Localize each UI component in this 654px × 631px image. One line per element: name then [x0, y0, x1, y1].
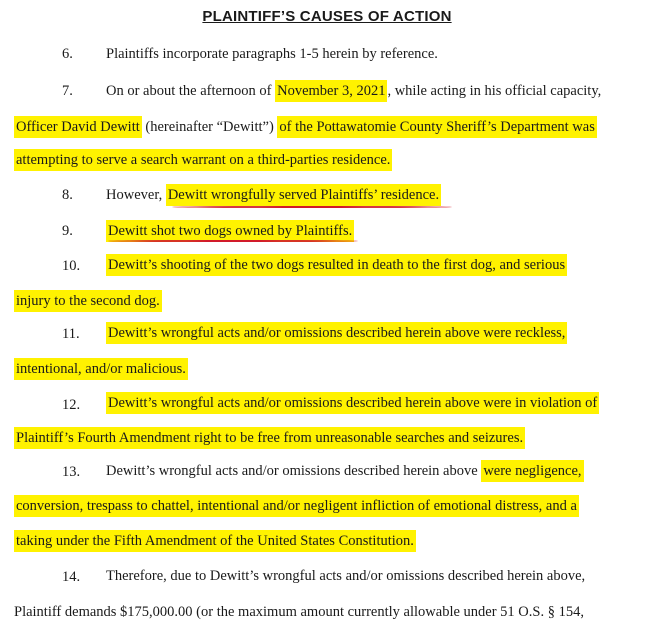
paragraph-7-line-2	[14, 118, 597, 136]
paragraph-number-10: 10.	[62, 258, 81, 274]
paragraph-8-text	[106, 186, 441, 204]
highlighted-warrant-clause: attempting to serve a search warrant on a third-parties residence.	[14, 149, 392, 171]
highlighted-department: of the Pottawatomie County Sheriff’s Department was	[277, 116, 596, 138]
highlighted-injury: injury to the second dog.	[14, 290, 162, 312]
highlighted-wrongful-service: Dewitt wrongfully served Plaintiffs’ residence.	[166, 184, 441, 206]
highlighted-shooting-result: Dewitt’s shooting of the two dogs resulted in death to the first dog, and serious	[106, 254, 567, 276]
paragraph-13-line-3	[14, 532, 416, 550]
paragraph-number-12: 12.	[62, 397, 81, 413]
paragraph-7-line-2-middle: (hereinafter “Dewitt”)	[141, 119, 278, 135]
paragraph-10-line-2	[14, 292, 162, 310]
highlighted-dogs-shot: Dewitt shot two dogs owned by Plaintiffs.	[106, 220, 354, 242]
paragraph-6-text: Plaintiffs incorporate paragraphs 1-5 herein by reference.	[106, 46, 438, 62]
highlighted-officer-name: Officer David Dewitt	[14, 116, 142, 138]
paragraph-13-line-2	[14, 497, 579, 515]
section-heading: PLAINTIFF’S CAUSES OF ACTION	[202, 8, 452, 25]
highlighted-torts-list: conversion, trespass to chattel, intentional and/or negligent infliction of emotional distress, and a	[14, 495, 579, 517]
highlighted-fourth-amendment: Plaintiff’s Fourth Amendment right to be free from unreasonable searches and seizures.	[14, 427, 525, 449]
paragraph-7-line-1-end: , while acting in his official capacity,	[387, 83, 602, 99]
paragraph-8-start: However,	[106, 187, 166, 203]
red-pen-underline-8	[172, 206, 452, 208]
paragraph-number-6: 6.	[62, 46, 73, 62]
highlighted-malicious: intentional, and/or malicious.	[14, 358, 188, 380]
paragraph-number-13: 13.	[62, 464, 81, 480]
paragraph-13-line-1-start: Dewitt’s wrongful acts and/or omissions described herein above	[106, 463, 482, 479]
paragraph-12-line-1	[106, 394, 599, 412]
paragraph-9-text	[106, 222, 354, 240]
highlighted-date: November 3, 2021	[275, 80, 387, 102]
paragraph-number-11: 11.	[62, 326, 80, 342]
paragraph-11-line-2	[14, 360, 188, 378]
red-pen-underline-9	[108, 240, 358, 242]
paragraph-7-line-1	[106, 82, 601, 100]
paragraph-14-line-2: Plaintiff demands $175,000.00 (or the maximum amount currently allowable under 51 O.S. § 154,	[14, 604, 584, 620]
paragraph-number-8: 8.	[62, 187, 73, 203]
highlighted-negligence: were negligence,	[481, 460, 583, 482]
highlighted-fifth-amendment: taking under the Fifth Amendment of the United States Constitution.	[14, 530, 416, 552]
paragraph-11-line-1	[106, 324, 567, 342]
highlighted-violation: Dewitt’s wrongful acts and/or omissions described herein above were in violation of	[106, 392, 599, 414]
paragraph-7-line-3	[14, 151, 392, 169]
paragraph-number-9: 9.	[62, 223, 73, 239]
paragraph-number-7: 7.	[62, 83, 73, 99]
paragraph-13-line-1	[106, 462, 584, 480]
highlighted-reckless: Dewitt’s wrongful acts and/or omissions described herein above were reckless,	[106, 322, 567, 344]
paragraph-10-line-1	[106, 256, 567, 274]
paragraph-7-line-1-start: On or about the afternoon of	[106, 83, 276, 99]
paragraph-number-14: 14.	[62, 569, 81, 585]
paragraph-14-line-1: Therefore, due to Dewitt’s wrongful acts and/or omissions described herein above,	[106, 568, 586, 584]
paragraph-12-line-2	[14, 429, 525, 447]
